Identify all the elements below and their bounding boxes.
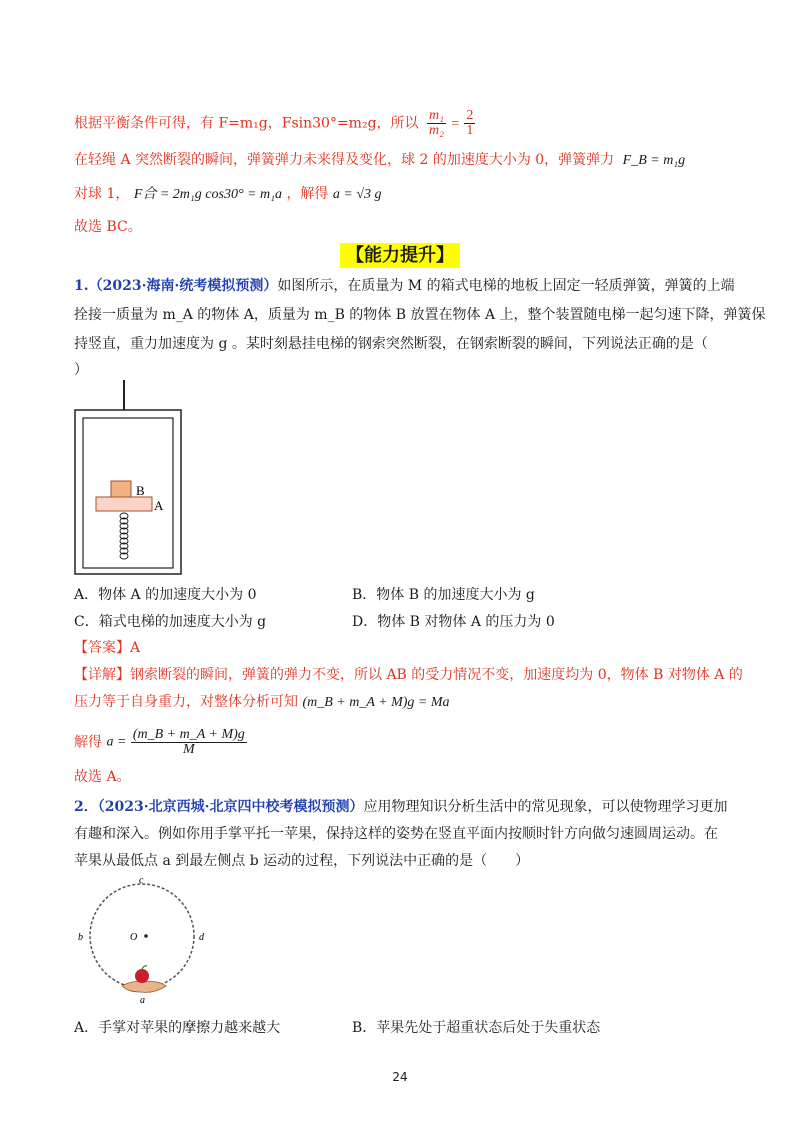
q2-stem-text-1: 应用物理知识分析生活中的常见现象，可以使物理学习更加 (363, 799, 728, 815)
label-a-point: a (140, 995, 145, 1006)
q2-option-b[interactable]: B．苹果先处于超重状态后处于失重状态 (352, 1020, 601, 1036)
solution-line-2-text: 在轻绳 A 突然断裂的瞬间，弹簧弹力未来得及变化，球 2 的加速度大小为 0，弹簧弹力 (74, 152, 615, 168)
solution-line-2 (74, 150, 685, 171)
q1-total-force-math: (m_B + m_A + M)g = Ma (302, 695, 450, 710)
section-title: 【能力提升】 (340, 243, 460, 268)
solution-line-4: 故选 BC。 (74, 219, 142, 235)
q1-accel-num: (m_B + m_A + M)g (132, 727, 245, 742)
label-d: d (199, 932, 204, 943)
q2-number: 2． (74, 799, 98, 815)
spring-coils (120, 513, 128, 559)
label-o: O (130, 932, 138, 943)
q1-stem-line-3: 持竖直，重力加速度为 g 。某时刻悬挂电梯的钢索突然断裂，在钢索断裂的瞬间，下列说法正确的是（ (74, 336, 708, 352)
q1-option-b[interactable]: B．物体 B 的加速度大小为 g (352, 587, 535, 603)
q1-stem-line-1 (74, 276, 735, 296)
q1-accel-lhs: a = (106, 734, 127, 750)
page-number: 24 (392, 1070, 408, 1084)
q1-answer: 【答案】A (74, 640, 141, 656)
q1-detail-line-3-text: 解得 (74, 734, 102, 751)
solution-line-3-text: 对球 1， (74, 186, 130, 202)
q1-detail-line-2 (74, 692, 450, 713)
q1-option-a[interactable]: A．物体 A 的加速度大小为 0 (74, 587, 257, 603)
section-title-wrap (0, 241, 800, 267)
center-dot (144, 934, 148, 938)
label-b-point: b (78, 932, 83, 943)
frac-num: m₁ (428, 108, 444, 123)
q2-stem-line-3: 苹果从最低点 a 到最左侧点 b 运动的过程，下列说法中正确的是（ ） (74, 853, 530, 869)
frac-eq: = (450, 116, 460, 132)
q1-option-c[interactable]: C．箱式电梯的加速度大小为 g (74, 614, 267, 630)
q2-stem-line-2: 有趣和深入。例如你用手掌平托一苹果，保持这样的姿势在竖直平面内按顺时针方向做匀速圆周运动。在 (74, 826, 718, 842)
q1-stem-line-4: ） (74, 362, 88, 378)
solution-line-1 (74, 109, 475, 138)
q2-option-a[interactable]: A．手掌对苹果的摩擦力越来越大 (74, 1020, 281, 1036)
ratio-value-fraction (464, 109, 475, 138)
q1-detail-line-1: 【详解】钢索断裂的瞬间，弹簧的弹力不变，所以 AB 的受力情况不变，加速度均为 0，物体 B 对物体 A 的 (74, 667, 743, 683)
q1-detail-line-4: 故选 A。 (74, 769, 131, 785)
elevator-figure (74, 380, 184, 575)
block-b (111, 481, 131, 497)
q1-option-d[interactable]: D．物体 B 对物体 A 的压力为 0 (352, 614, 555, 630)
q1-stem-text-1: 如图所示，在质量为 M 的箱式电梯的地板上固定一轻质弹簧，弹簧的上端 (277, 278, 735, 294)
solution-line-3 (74, 184, 382, 205)
apple-icon (135, 969, 149, 983)
q1-detail-line-2-text: 压力等于自身重力，对整体分析可知 (74, 694, 298, 710)
q1-number: 1. (74, 278, 89, 294)
acceleration-math: a = √3 g (332, 187, 382, 202)
q2-stem-line-1 (74, 797, 727, 817)
frac-num-2: 2 (466, 108, 474, 123)
net-force-math: F合 = 2m₁g cos30° = m₁a (133, 187, 282, 202)
circular-motion-figure (70, 868, 215, 1008)
mass-ratio-fraction (427, 109, 446, 138)
spring-force-math: F_B = m₁g (622, 153, 686, 168)
label-b: B (136, 483, 145, 498)
q2-source: （2023·北京西城·北京四中校考模拟预测） (97, 799, 364, 815)
q1-stem-line-2: 拴接一质量为 m_A 的物体 A，质量为 m_B 的物体 B 放置在物体 A 上，整个装置随电梯一起匀速下降，弹簧保 (74, 307, 766, 323)
q1-source: （2023·海南·统考模拟预测） (88, 278, 278, 294)
frac-den: m₂ (428, 123, 444, 138)
q1-accel-fraction (131, 728, 247, 757)
label-c: c (139, 875, 144, 886)
q1-detail-line-3 (74, 728, 247, 757)
solution-line-3-text2: ，解得 (286, 186, 329, 202)
solution-line-1-text: 根据平衡条件可得，有 F=m₁g，Fsin30°=m₂g，所以 (74, 115, 419, 132)
block-a (96, 497, 152, 511)
q1-accel-den: M (131, 742, 247, 757)
label-a: A (154, 498, 164, 513)
frac-den-2: 1 (466, 123, 474, 138)
hand-with-apple-icon (122, 966, 166, 993)
